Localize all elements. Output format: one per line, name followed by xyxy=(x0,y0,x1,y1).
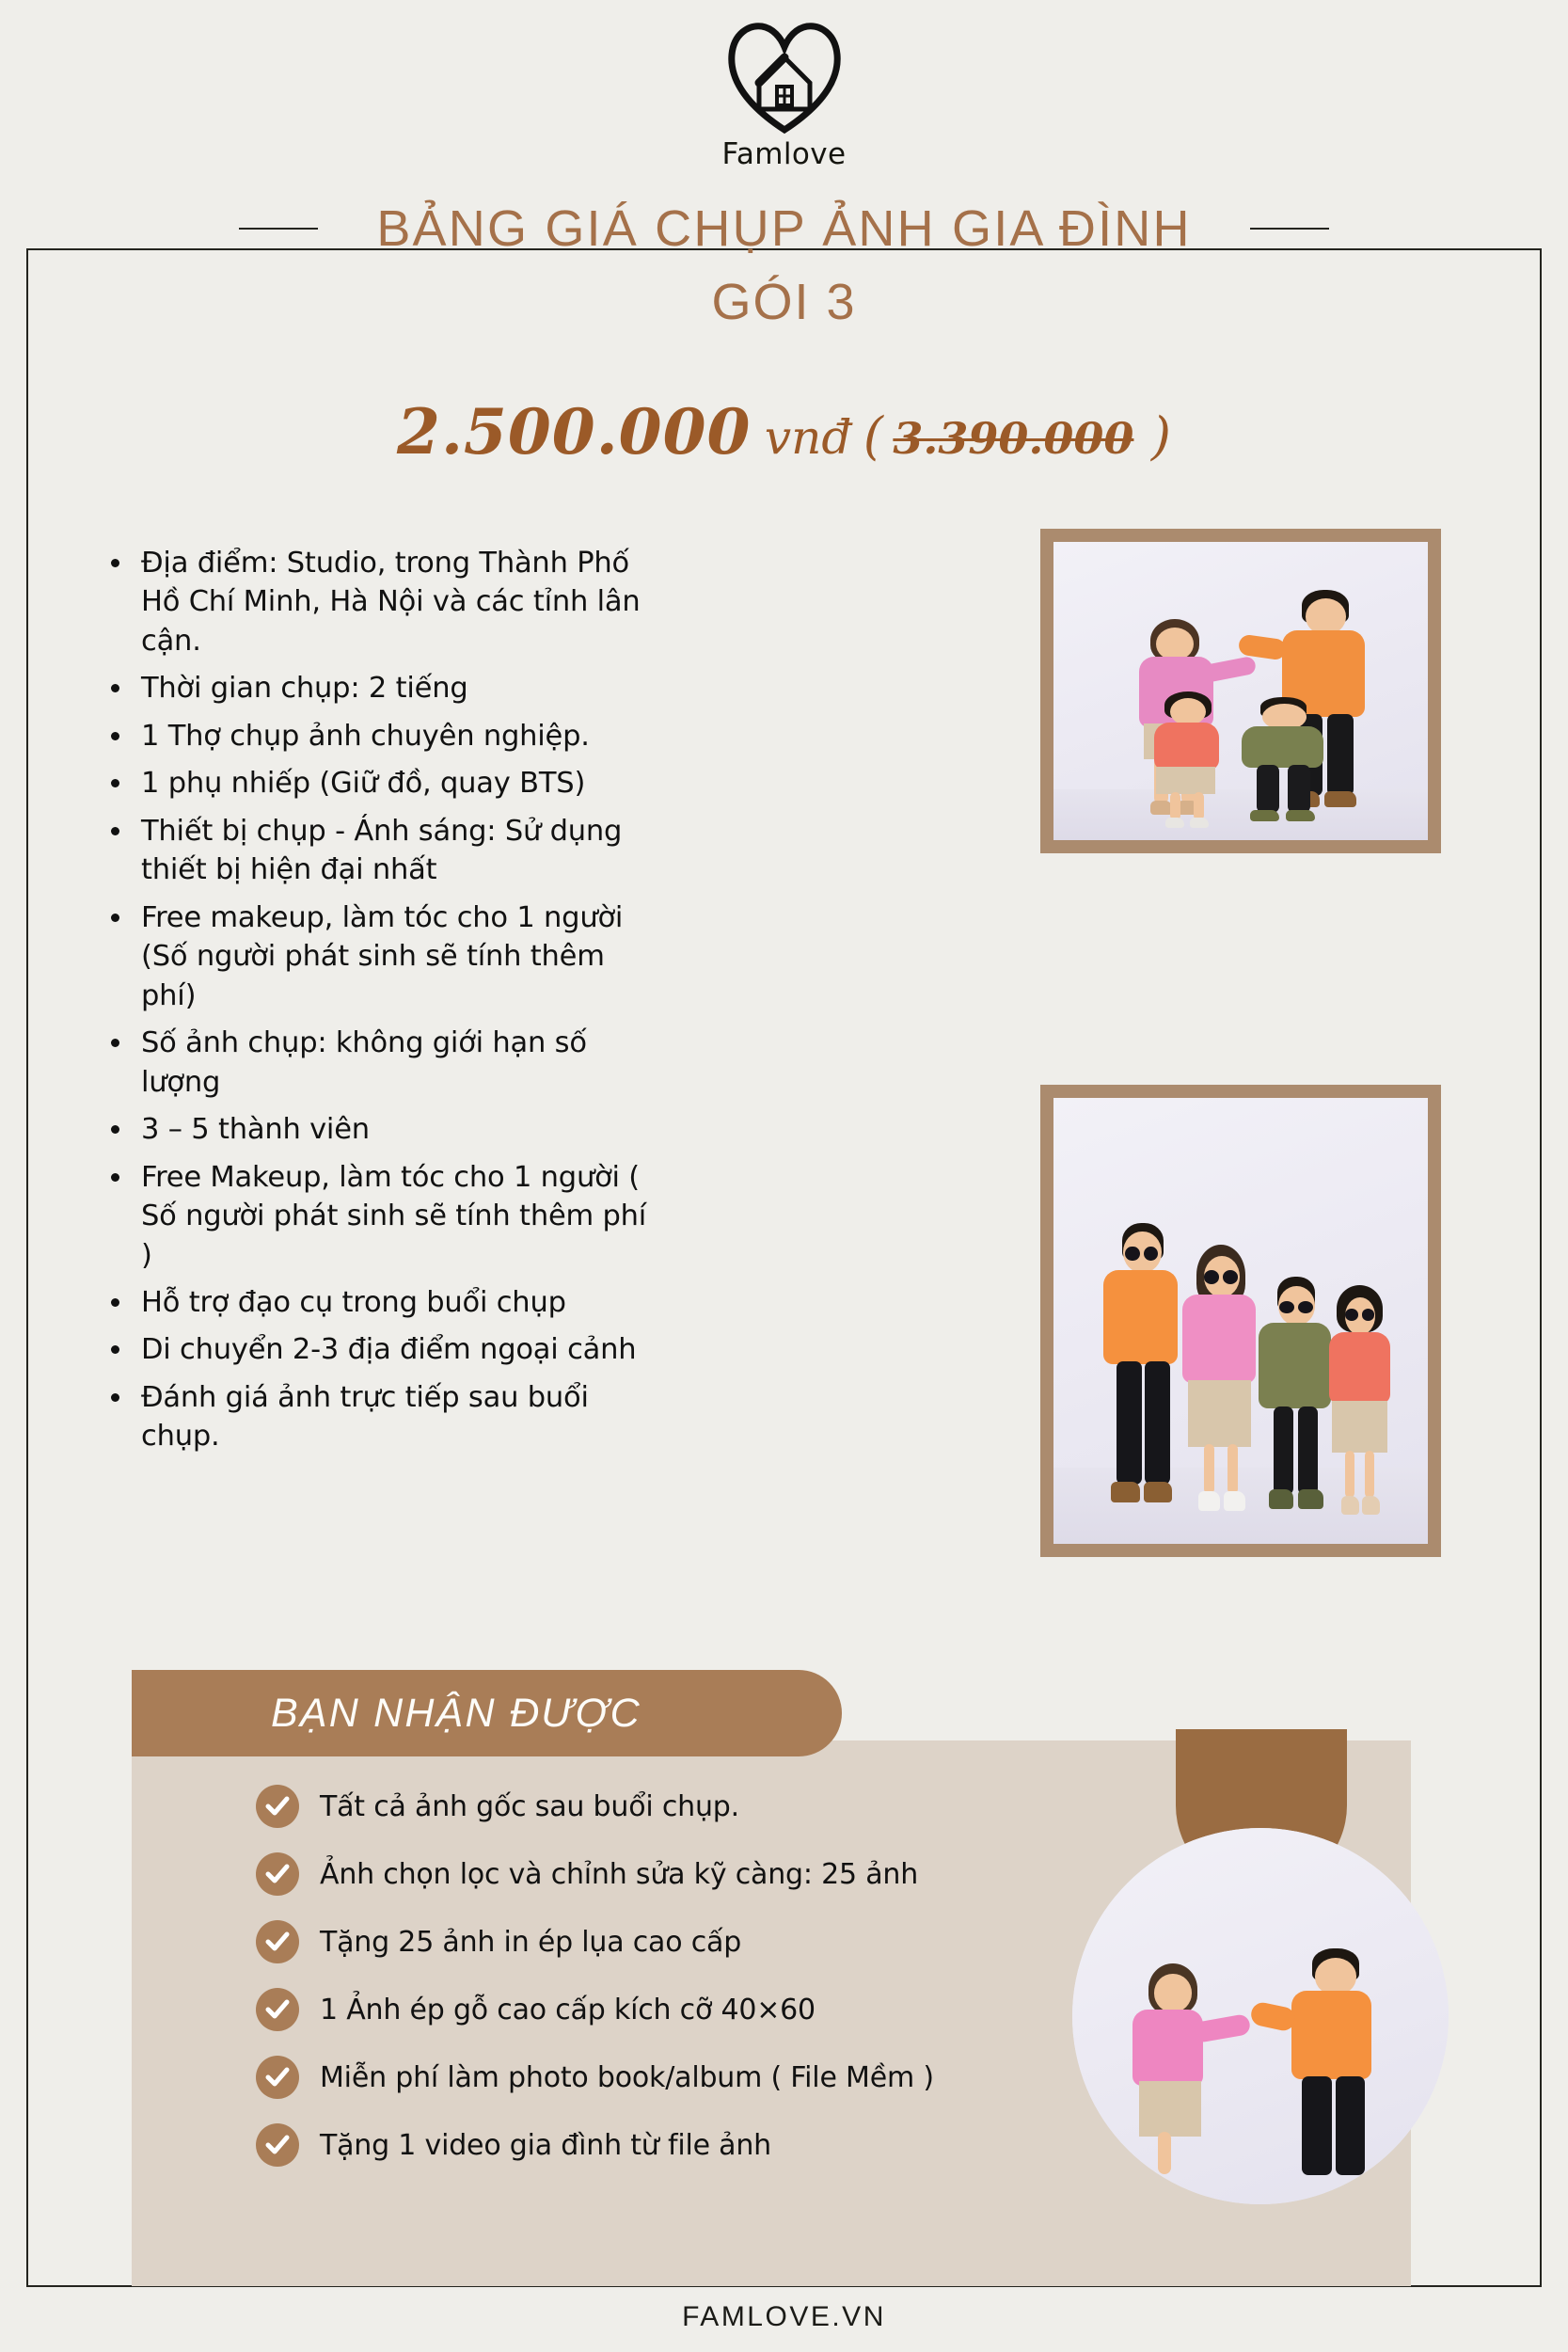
page-title: BẢNG GIÁ CHỤP ẢNH GIA ĐÌNH xyxy=(376,200,1192,257)
benefit-label: Tặng 1 video gia đình từ file ảnh xyxy=(320,2128,771,2162)
check-icon xyxy=(256,1852,299,1896)
family-of-four-sunglasses-photo xyxy=(1040,1085,1441,1557)
list-item: Đánh giá ảnh trực tiếp sau buổi chụp. xyxy=(103,1378,649,1456)
benefits-list xyxy=(256,1772,1140,2179)
benefit-item xyxy=(256,2111,1140,2179)
list-item: Di chuyển 2-3 địa điểm ngoại cảnh xyxy=(103,1330,649,1369)
title-rule-left xyxy=(239,228,318,230)
benefit-item xyxy=(256,1840,1140,1908)
title-row xyxy=(0,199,1568,258)
benefit-label: 1 Ảnh ép gỗ cao cấp kích cỡ 40×60 xyxy=(320,1993,816,2026)
benefits-banner xyxy=(132,1670,842,1756)
package-subtitle: GÓI 3 xyxy=(711,274,857,330)
list-item: 3 – 5 thành viên xyxy=(103,1110,649,1149)
price-original: 3.390.000 xyxy=(893,413,1134,464)
footer-website: FAMLOVE.VN xyxy=(682,2301,886,2332)
benefit-label: Tặng 25 ảnh in ép lụa cao cấp xyxy=(320,1925,742,1959)
list-item: Địa điểm: Studio, trong Thành Phố Hồ Chí Minh, Hà Nội và các tỉnh lân cận. xyxy=(103,544,649,660)
title-rule-right xyxy=(1250,228,1329,230)
list-item: Số ảnh chụp: không giới hạn số lượng xyxy=(103,1024,649,1102)
check-icon xyxy=(256,2123,299,2167)
price-row xyxy=(0,395,1568,469)
list-item: Free makeup, làm tóc cho 1 người (Số người phát sinh sẽ tính thêm phí) xyxy=(103,898,649,1015)
photo-image xyxy=(1053,542,1428,840)
benefit-label: Ảnh chọn lọc và chỉnh sửa kỹ càng: 25 ảnh xyxy=(320,1857,919,1891)
list-item: 1 phụ nhiếp (Giữ đồ, quay BTS) xyxy=(103,764,649,803)
benefit-item xyxy=(256,1772,1140,1840)
check-icon xyxy=(256,1988,299,2031)
benefit-label: Tất cả ảnh gốc sau buổi chụp. xyxy=(320,1789,739,1823)
price-currency: vnđ xyxy=(764,410,852,465)
check-icon xyxy=(256,1920,299,1963)
family-of-four-standing-photo xyxy=(1040,529,1441,853)
list-item: Thời gian chụp: 2 tiếng xyxy=(103,669,649,707)
package-details-list xyxy=(103,544,649,1465)
benefit-item xyxy=(256,1976,1140,2043)
list-item: Free Makeup, làm tóc cho 1 người ( Số người phát sinh sẽ tính thêm phí ) xyxy=(103,1158,649,1275)
benefit-item xyxy=(256,1908,1140,1976)
benefit-item xyxy=(256,2043,1140,2111)
list-item: Hỗ trợ đạo cụ trong buổi chụp xyxy=(103,1283,649,1322)
brand-logo xyxy=(0,15,1568,171)
price-paren-open: ( xyxy=(863,406,883,466)
check-icon xyxy=(256,2056,299,2099)
list-item: 1 Thợ chụp ảnh chuyên nghiệp. xyxy=(103,717,649,755)
benefits-banner-label: BẠN NHẬN ĐƯỢC xyxy=(271,1690,641,1736)
list-item: Thiết bị chụp - Ánh sáng: Sử dụng thiết bị hiện đại nhất xyxy=(103,812,649,890)
brand-name: Famlove xyxy=(721,137,847,171)
price-paren-close: ) xyxy=(1150,406,1171,466)
check-icon xyxy=(256,1785,299,1828)
price-current: 2.500.000 xyxy=(397,395,752,469)
benefit-label: Miễn phí làm photo book/album ( File Mềm ) xyxy=(320,2060,934,2094)
photo-image xyxy=(1053,1098,1428,1544)
heart-house-icon xyxy=(721,15,848,135)
